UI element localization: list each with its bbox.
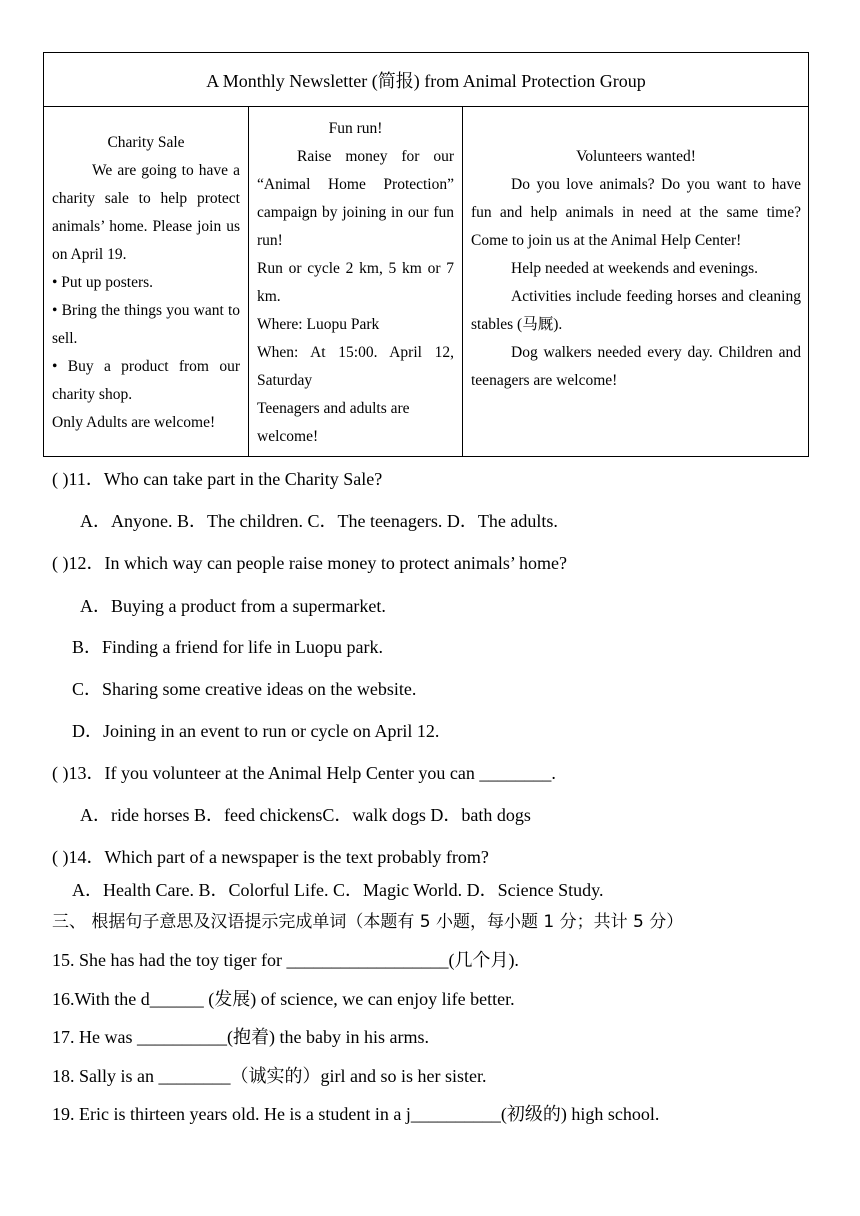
question-11-stem: ( )11．Who can take part in the Charity Sale?: [52, 469, 383, 489]
charity-sale-intro: We are going to have a charity sale to help protect animals’ home. Please join us on April 19.: [52, 162, 240, 263]
section-3-heading: 三、 根据句子意思及汉语提示完成单词（本题有 5 小题，每小题 1 分；共计 5 分）: [52, 912, 684, 932]
newsletter-title: A Monthly Newsletter (简报) from Animal Protection Group: [44, 53, 808, 107]
charity-sale-bullet: • Bring the things you want to sell.: [52, 302, 240, 347]
newsletter-table: [43, 52, 809, 457]
volunteers-paragraph: Dog walkers needed every day. Children and teenagers are welcome!: [471, 344, 801, 389]
charity-sale-bullet: • Put up posters.: [52, 274, 154, 291]
question-11-options: A．Anyone. B．The children. C．The teenagers. D．The adults.: [80, 511, 558, 531]
question-12-option-b: B．Finding a friend for life in Luopu park.: [72, 637, 383, 657]
fun-run-heading: Fun run!: [328, 120, 383, 137]
question-14-stem: ( )14．Which part of a newspaper is the text probably from?: [52, 847, 489, 867]
volunteers-column: [463, 107, 809, 457]
question-13-stem: ( )13．If you volunteer at the Animal Help Center you can ________.: [52, 763, 556, 783]
fun-run-when: When: At 15:00. April 12, Saturday: [257, 344, 454, 389]
volunteers-paragraph: Help needed at weekends and evenings.: [511, 260, 759, 277]
volunteers-heading: Volunteers wanted!: [576, 148, 696, 165]
charity-sale-column: [44, 107, 249, 457]
volunteers-paragraph: Activities include feeding horses and cleaning stables (马厩).: [471, 288, 801, 333]
fill-in-item-16: 16.With the d______ (发展) of science, we can enjoy life better.: [52, 989, 515, 1009]
question-12-stem: ( )12．In which way can people raise money to protect animals’ home?: [52, 553, 567, 573]
fill-in-item-18: 18. Sally is an ________（诚实的）girl and so is her sister.: [52, 1066, 487, 1086]
question-13-options: A．ride horses B．feed chickensC．walk dogs D．bath dogs: [80, 805, 531, 825]
fun-run-column: [249, 107, 463, 457]
fun-run-distance: Run or cycle 2 km, 5 km or 7 km.: [257, 260, 454, 305]
fill-in-item-19: 19. Eric is thirteen years old. He is a student in a j__________(初级的) high school.: [52, 1104, 660, 1124]
fill-in-item-15: 15. She has had the toy tiger for __________________(几个月).: [52, 950, 519, 970]
charity-sale-footer: Only Adults are welcome!: [52, 414, 216, 431]
question-14-options: A．Health Care. B．Colorful Life. C．Magic World. D．Science Study.: [72, 880, 604, 900]
question-12-option-a: A．Buying a product from a supermarket.: [80, 596, 386, 616]
fun-run-audience: Teenagers and adults are welcome!: [257, 400, 410, 445]
fun-run-where: Where: Luopu Park: [257, 316, 380, 333]
question-12-option-d: D．Joining in an event to run or cycle on April 12.: [72, 721, 440, 741]
volunteers-paragraph: Do you love animals? Do you want to have fun and help animals in need at the same time? Come to join us at the Animal Help Center!: [471, 176, 801, 249]
fill-in-item-17: 17. He was __________(抱着) the baby in his arms.: [52, 1027, 429, 1047]
fun-run-intro: Raise money for our “Animal Home Protection” campaign by joining in our fun run!: [257, 148, 454, 249]
charity-sale-heading: Charity Sale: [107, 134, 185, 151]
charity-sale-bullet: • Buy a product from our charity shop.: [52, 358, 240, 403]
question-12-option-c: C．Sharing some creative ideas on the website.: [72, 679, 417, 699]
